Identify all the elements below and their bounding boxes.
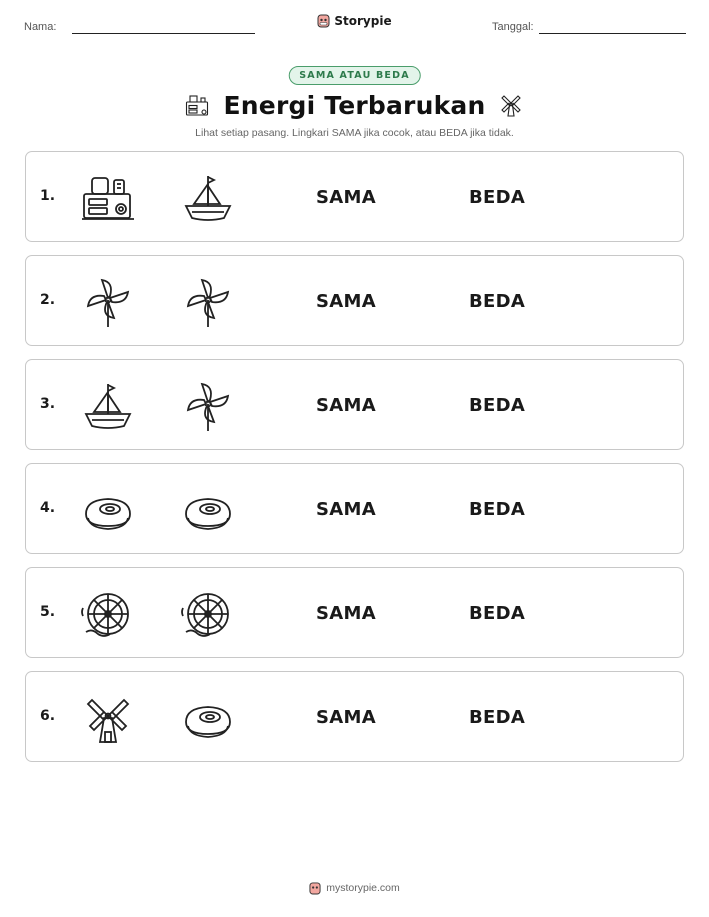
item-number: 6. <box>40 708 56 724</box>
item-number: 4. <box>40 500 56 516</box>
windmill-icon <box>497 90 525 120</box>
storypie-mascot-icon <box>317 13 330 28</box>
item-card <box>25 151 684 242</box>
page-title: Energi Terbarukan <box>223 90 486 120</box>
same-option[interactable]: SAMA <box>316 291 376 312</box>
pinwheel-icon <box>80 276 136 328</box>
factory-icon <box>184 90 212 120</box>
donut-stone-icon <box>80 484 136 536</box>
footer <box>0 880 709 899</box>
brand-logo <box>0 13 709 32</box>
pinwheel-icon-svg <box>180 276 236 328</box>
item-card <box>25 463 684 554</box>
instructions: Lihat setiap pasang. Lingkari SAMA jika cocok, atau BEDA jika tidak. <box>195 127 514 139</box>
water-wheel-icon <box>180 588 236 640</box>
same-option[interactable]: SAMA <box>316 395 376 416</box>
different-option[interactable]: BEDA <box>469 603 526 624</box>
item-number: 3. <box>40 396 56 412</box>
different-option[interactable]: BEDA <box>469 499 526 520</box>
item-card <box>25 359 684 450</box>
windmill-icon-svg <box>80 692 136 744</box>
pinwheel-icon <box>180 276 236 328</box>
same-option[interactable]: SAMA <box>316 603 376 624</box>
different-option[interactable]: BEDA <box>469 395 526 416</box>
same-option[interactable]: SAMA <box>316 707 376 728</box>
donut-stone-icon <box>180 692 236 744</box>
sailboat-icon <box>180 172 236 224</box>
water-wheel-icon-svg <box>80 588 136 640</box>
date-label: Tanggal: <box>492 21 534 33</box>
activity-badge: SAMA ATAU BEDA <box>288 66 421 85</box>
sailboat-icon-svg <box>180 172 236 224</box>
brand-name: Storypie <box>334 13 392 28</box>
item-number: 2. <box>40 292 56 308</box>
storypie-mascot-icon <box>309 881 321 895</box>
item-number: 5. <box>40 604 56 620</box>
name-label: Nama: <box>24 21 57 33</box>
item-card <box>25 567 684 658</box>
donut-stone-icon-svg <box>180 692 236 744</box>
sailboat-icon-svg <box>80 380 136 432</box>
same-option[interactable]: SAMA <box>316 499 376 520</box>
windmill-icon <box>80 692 136 744</box>
water-wheel-icon <box>80 588 136 640</box>
pinwheel-icon-svg <box>180 380 236 432</box>
item-card <box>25 255 684 346</box>
factory-icon-svg <box>80 172 136 224</box>
pinwheel-icon <box>180 380 236 432</box>
donut-stone-icon-svg <box>180 484 236 536</box>
water-wheel-icon-svg <box>180 588 236 640</box>
different-option[interactable]: BEDA <box>469 291 526 312</box>
sailboat-icon <box>80 380 136 432</box>
footer-url: mystorypie.com <box>326 882 400 894</box>
date-field[interactable] <box>539 33 686 34</box>
item-card <box>25 671 684 762</box>
different-option[interactable]: BEDA <box>469 187 526 208</box>
factory-icon <box>80 172 136 224</box>
title-row <box>0 90 709 120</box>
different-option[interactable]: BEDA <box>469 707 526 728</box>
pinwheel-icon-svg <box>80 276 136 328</box>
same-option[interactable]: SAMA <box>316 187 376 208</box>
name-field[interactable] <box>72 33 255 34</box>
donut-stone-icon <box>180 484 236 536</box>
item-number: 1. <box>40 188 56 204</box>
donut-stone-icon-svg <box>80 484 136 536</box>
